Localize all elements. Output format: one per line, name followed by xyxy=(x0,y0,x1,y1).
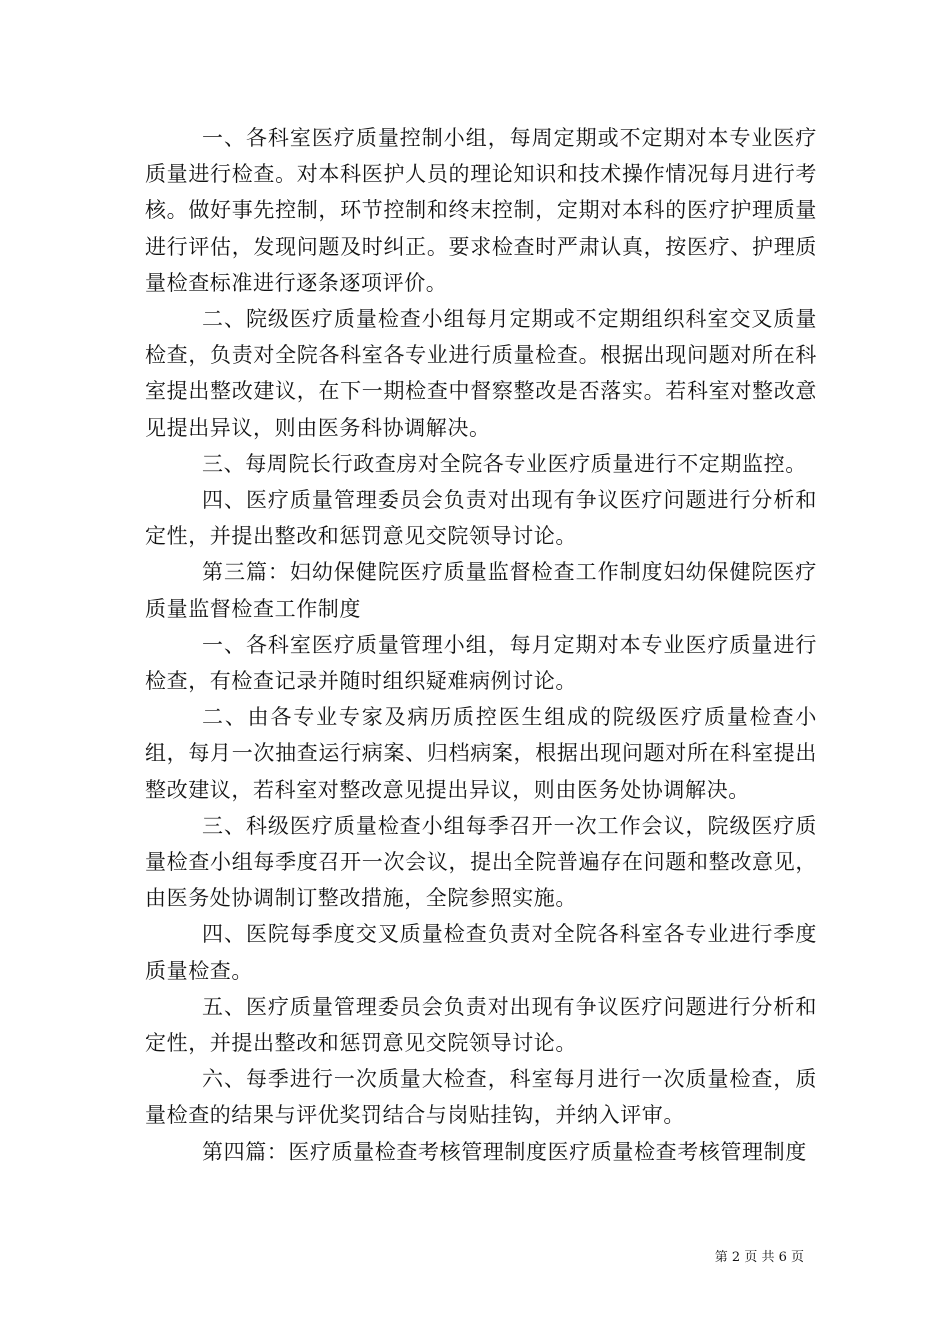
paragraph-6: 二、由各专业专家及病历质控医生组成的院级医疗质量检查小组，每月一次抽查运行病案、归档病案，根据出现问题对所在科室提出整改建议，若科室对整改意见提出异议，则由医务处协调解决。 xyxy=(145,705,817,802)
paragraph-5: 一、各科室医疗质量管理小组，每月定期对本专业医疗质量进行检查，有检查记录并随时组织疑难病例讨论。 xyxy=(145,632,817,694)
document-body xyxy=(145,120,817,1170)
section-heading-4: 第四篇：医疗质量检查考核管理制度医疗质量检查考核管理制度 xyxy=(202,1139,807,1164)
page-number: 第 2 页 共 6 页 xyxy=(714,1250,804,1265)
paragraph-10: 六、每季进行一次质量大检查，科室每月进行一次质量检查，质量检查的结果与评优奖罚结合与岗贴挂钩，并纳入评审。 xyxy=(145,1067,817,1128)
paragraph-9: 五、医疗质量管理委员会负责对出现有争议医疗问题进行分析和定性，并提出整改和惩罚意见交院领导讨论。 xyxy=(145,994,817,1056)
paragraph-3: 三、每周院长行政查房对全院各专业医疗质量进行不定期监控。 xyxy=(202,451,807,476)
paragraph-8: 四、医院每季度交叉质量检查负责对全院各科室各专业进行季度质量检查。 xyxy=(145,922,817,983)
paragraph-2: 二、院级医疗质量检查小组每月定期或不定期组织科室交叉质量检查，负责对全院各科室各专业进行质量检查。根据出现问题对所在科室提出整改建议，在下一期检查中督察整改是否落实。若科室对整改意见提出异议，则由医务科协调解决。 xyxy=(145,307,817,440)
paragraph-7: 三、科级医疗质量检查小组每季召开一次工作会议，院级医疗质量检查小组每季度召开一次会议，提出全院普遍存在问题和整改意见，由医务处协调制订整改措施，全院参照实施。 xyxy=(145,813,817,911)
paragraph-4: 四、医疗质量管理委员会负责对出现有争议医疗问题进行分析和定性，并提出整改和惩罚意见交院领导讨论。 xyxy=(145,488,817,549)
section-heading-3: 第三篇：妇幼保健院医疗质量监督检查工作制度妇幼保健院医疗质量监督检查工作制度 xyxy=(145,560,817,621)
paragraph-1: 一、各科室医疗质量控制小组，每周定期或不定期对本专业医疗质量进行检查。对本科医护人员的理论知识和技术操作情况每月进行考核。做好事先控制，环节控制和终末控制，定期对本科的医疗护理质量进行评估，发现问题及时纠正。要求检查时严肃认真，按医疗、护理质量检查标准进行逐条逐项评价。 xyxy=(145,126,817,295)
